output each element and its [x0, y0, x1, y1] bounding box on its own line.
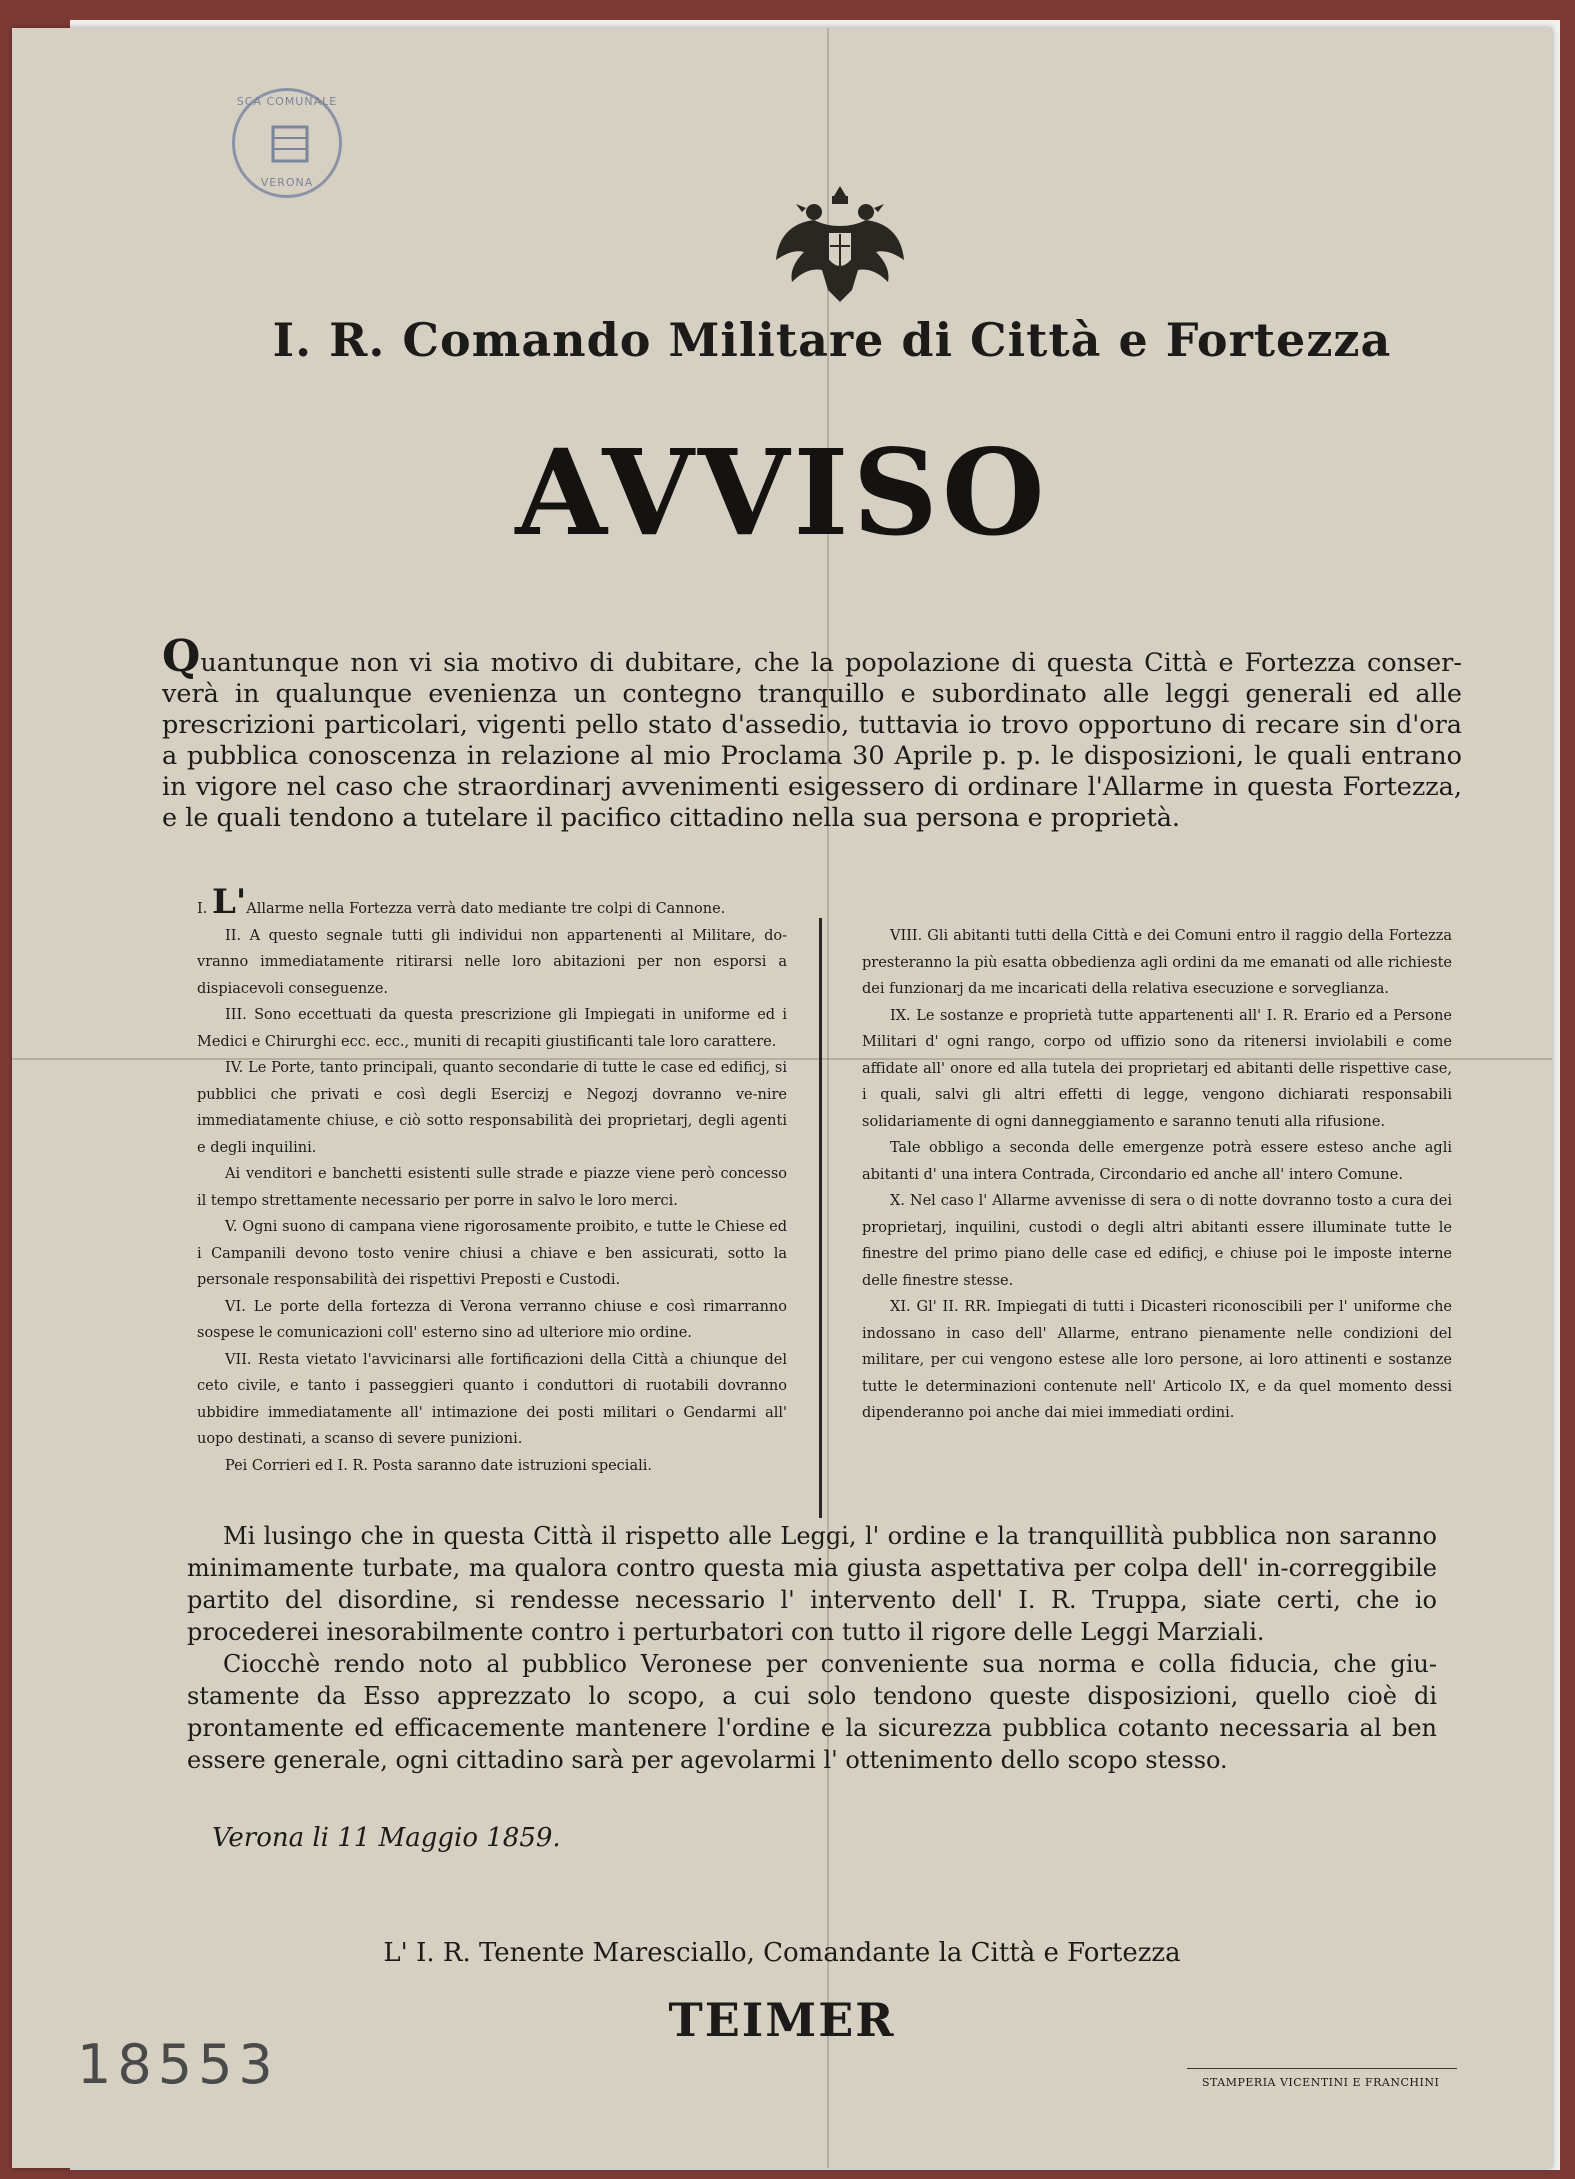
column-divider — [819, 918, 822, 1518]
issue-date: Verona li 11 Maggio 1859. — [212, 1823, 561, 1853]
poster-document — [12, 28, 1552, 2168]
notice-title: AVVISO — [515, 423, 1049, 562]
article-paragraph: IX. Le sostanze e proprietà tutte appartenenti all' I. R. Erario ed a Persone Militari d' ogni rango, corpo od uffizio sono da ritenersi inviolabili e come affidate all' onore ed alla tutela dei proprietarj ed abitanti delle rispettive case, i quali, salvi gli altri effetti di legge, vengono dichiarati responsabili solidariamente di ogni danneggiamento e saranno tenuti alla rifusione. — [862, 1007, 1452, 1130]
article-paragraph: Pei Corrieri ed I. R. Posta saranno date istruzioni speciali. — [225, 1457, 652, 1474]
issuing-authority-heading: I. R. Comando Militare di Città e Fortezza — [272, 313, 1392, 367]
article-paragraph: VI. Le porte della fortezza di Verona verranno chiuse e così rimarranno sospese le comunicazioni coll' esterno sino ad ulteriore mio ordine. — [197, 1298, 787, 1341]
archive-stamp — [232, 88, 342, 198]
closing-paragraph: Mi lusingo che in questa Città il rispetto alle Leggi, l' ordine e la tranquillità pubblica non saranno minimamente turbate, ma qualora contro questa mia giusta aspettativa per colpa dell' in-correggibile partito del disordine, si rendesse necessario l' intervento dell' I. R. Truppa, siate certi, che io procederei inesorabilmente contro i perturbatori con tutto il rigore delle Leggi Marziali. — [187, 1522, 1437, 1646]
stamp-bottom-text: VERONA — [260, 176, 314, 189]
article-paragraph: Tale obbligo a seconda delle emergenze potrà essere esteso anche agli abitanti d' una intera Contrada, Circondario ed anche all' intero Comune. — [862, 1140, 1452, 1183]
stamp-emblem-icon — [265, 121, 315, 167]
right-column — [862, 923, 1452, 1427]
article-paragraph: XI. Gl' II. RR. Impiegati di tutti i Dicasteri riconoscibili per l' uniforme che indossano in caso dell' Allarme, entrano pienamente nelle condizioni del militare, per cui vengono estese alle loro persone, ai loro attinenti e sostanze tutte le determinazioni contenute nell' Articolo IX, e da quel momento dessi dipenderanno poi anche dai miei immediati ordini. — [862, 1299, 1452, 1421]
printer-credit: STAMPERIA VICENTINI E FRANCHINI — [1202, 2076, 1440, 2089]
double-headed-eagle-icon — [770, 178, 910, 308]
intro-text: uantunque non vi sia motivo di dubitare, che la popolazione di questa Città e Fortezza conser-verà in qualunque evenienza un contegno tranquillo e subordinato alle leggi generali ed alle prescrizioni particolari, vigenti pello stato d'assedio, tuttavia io trovo opportuno di recare sin d'ora a pubblica conoscenza in relazione al mio Proclama 30 Aprile p. p. le disposizioni, le quali entrano in vigore nel caso che straordinarj avvenimenti esigessero di ordinare l'Allarme in questa Fortezza, e le quali tendono a tutelare il pacifico cittadino nella sua persona e proprietà. — [162, 648, 1462, 833]
article-paragraph: X. Nel caso l' Allarme avvenisse di sera o di notte dovranno tosto a cura dei proprietarj, inquilini, custodi o degli altri abitanti essere illuminate tutte le finestre del primo piano delle case ed edificj, e chiuse poi le imposte interne delle finestre stesse. — [862, 1193, 1452, 1289]
handwritten-inventory-number: 18553 — [77, 2033, 279, 2096]
signer-role: L' I. R. Tenente Maresciallo, Comandante la Città e Fortezza — [383, 1938, 1181, 1968]
stamp-top-text: SCA COMUNALE — [236, 95, 338, 108]
printer-rule — [1187, 2068, 1457, 2069]
article-1 — [197, 882, 787, 923]
article-1-drop-cap: L' — [211, 882, 247, 922]
article-1-text: Allarme nella Fortezza verrà dato mediante tre colpi di Cannone. — [246, 901, 726, 917]
article-paragraph: II. A questo segnale tutti gli individui non appartenenti al Militare, do-vranno immediatamente ritirarsi nelle loro abitazioni per non esporsi a dispiacevoli conseguenze. — [197, 927, 787, 997]
left-column — [197, 882, 787, 1479]
intro-paragraph — [162, 631, 1462, 834]
closing-paragraph: Ciocchè rendo noto al pubblico Veronese per conveniente sua norma e colla fiducia, che giu-stamente da Esso apprezzato lo scopo, a cui solo tendono queste disposizioni, quello cioè di prontamente ed efficacemente mantenere l'ordine e la sicurezza pubblica cotanto necessaria al ben essere generale, ogni cittadino sarà per agevolarmi l' ottenimento dello scopo stesso. — [187, 1650, 1437, 1774]
article-1-number: I. — [197, 901, 208, 917]
closing-text — [187, 1520, 1437, 1776]
article-paragraph: III. Sono eccettuati da questa prescrizione gli Impiegati in uniforme ed i Medici e Chirurghi ecc. ecc., muniti di recapiti giustificanti tale loro carattere. — [197, 1007, 787, 1050]
article-paragraph: V. Ogni suono di campana viene rigorosamente proibito, e tutte le Chiese ed i Campanili devono tosto venire chiusi a chiave e ben assicurati, sotto la personale responsabilità dei rispettivi Preposti e Custodi. — [197, 1219, 787, 1288]
intro-drop-cap: Q — [162, 631, 201, 682]
signer-name: TEIMER — [668, 1993, 896, 2047]
article-paragraph: Ai venditori e banchetti esistenti sulle strade e piazze viene però concesso il tempo strettamente necessario per porre in salvo le loro merci. — [197, 1166, 787, 1209]
article-paragraph: VII. Resta vietato l'avvicinarsi alle fortificazioni della Città a chiunque del ceto civile, e tanto i passeggieri quanto i conduttori di ruotabili dovranno ubbidire immediatamente all' intimazione dei posti militari o Gendarmi all' uopo destinati, a scanso di severe punizioni. — [197, 1351, 787, 1447]
article-paragraph: IV. Le Porte, tanto principali, quanto secondarie di tutte le case ed edificj, si pubblici che privati e così degli Esercizj e Negozj dovranno ve-nire immediatamente chiuse, e ciò sotto responsabilità dei proprietarj, degli agenti e degli inquilini. — [197, 1060, 787, 1156]
article-paragraph: VIII. Gli abitanti tutti della Città e dei Comuni entro il raggio della Fortezza presteranno la più esatta obbedienza agli ordini da me emanati od alle richieste dei funzionarj da me incaricati della relativa esecuzione e sorveglianza. — [862, 928, 1452, 997]
